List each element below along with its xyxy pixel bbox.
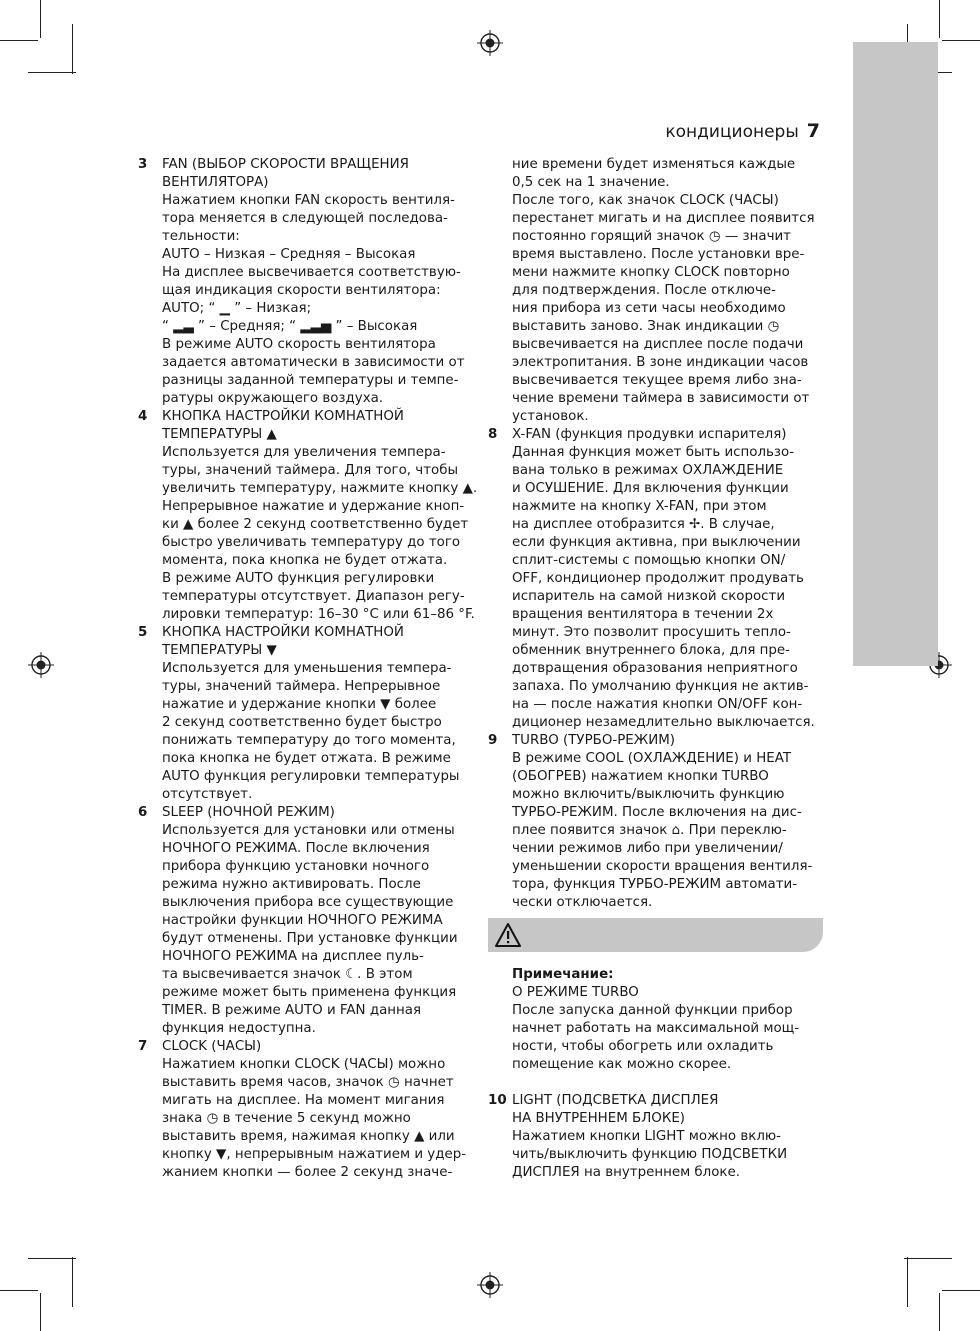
- text-line: НА ВНУТРЕННЕМ БЛОКЕ): [512, 1111, 686, 1126]
- text-line: на дисплее отобразится ✢. В случае,: [512, 517, 775, 532]
- continuation-block: [488, 156, 823, 426]
- crop-mark: [939, 1293, 940, 1331]
- item-number: 5: [138, 625, 148, 640]
- text-line: Непрерывное нажатие и удержание кноп-: [162, 499, 465, 514]
- text-line: выставить заново. Знак индикации ◷: [512, 319, 780, 334]
- text-line: тельности:: [162, 229, 240, 244]
- text-line: В режиме AUTO функция регулировки: [162, 571, 435, 586]
- text-line: нажмите на кнопку X-FAN, при этом: [512, 499, 767, 514]
- crop-mark: [40, 0, 41, 38]
- text-line: (ОБОГРЕВ) нажатием кнопки TURBO: [512, 769, 769, 784]
- text-line: НОЧНОГО РЕЖИМА на дисплее пуль-: [162, 949, 424, 964]
- text-line: Используется для установки или отмены: [162, 823, 455, 838]
- text-line: LIGHT (ПОДСВЕТКА ДИСПЛЕЯ: [512, 1093, 719, 1108]
- item-number: 9: [488, 733, 498, 748]
- text-line: AUTO; “ ▁ ” – Низкая;: [162, 301, 312, 316]
- text-line: мигать на дисплее. На момент мигания: [162, 1093, 445, 1108]
- text-line: ТЕМПЕРАТУРЫ ▲: [162, 427, 277, 442]
- text-line: ДИСПЛЕЯ на внутреннем блоке.: [512, 1165, 741, 1180]
- text-line: минут. Это позволит просушить тепло-: [512, 625, 791, 640]
- text-line: понижать температуру до того момента,: [162, 733, 456, 748]
- item-number: 6: [138, 805, 148, 820]
- text-line: щая индикация скорости вентилятора:: [162, 283, 441, 298]
- item-number: 8: [488, 427, 498, 442]
- text-line: чении режимов либо при увеличении/: [512, 841, 783, 856]
- right-column: [488, 156, 823, 1182]
- text-line: вращения вентилятора в течении 2х: [512, 607, 774, 622]
- text-line: Нажатием кнопки CLOCK (ЧАСЫ) можно: [162, 1057, 446, 1072]
- text-line: После того, как значок CLOCK (ЧАСЫ): [512, 193, 779, 208]
- text-line: функция недоступна.: [162, 1021, 316, 1036]
- warning-triangle-icon: [494, 922, 522, 948]
- text-line: мени нажмите кнопку CLOCK повторно: [512, 265, 790, 280]
- item-number: 4: [138, 409, 148, 424]
- list-item: [488, 732, 823, 912]
- text-line: на — после нажатия кнопки ON/OFF кон-: [512, 697, 803, 712]
- crop-mark: [0, 40, 38, 41]
- item-number: 10: [488, 1093, 507, 1108]
- text-line: настройки функции НОЧНОГО РЕЖИМА: [162, 913, 443, 928]
- text-line: увеличить температуру, нажмите кнопку ▲.: [162, 481, 478, 496]
- text-line: Нажатием кнопки FAN скорость вентиля-: [162, 193, 455, 208]
- item-number: 3: [138, 157, 148, 172]
- text-line: КНОПКА НАСТРОЙКИ КОМНАТНОЙ: [162, 625, 404, 640]
- text-line: и ОСУШЕНИЕ. Для включения функции: [512, 481, 789, 496]
- registration-mark-icon: [477, 1272, 503, 1298]
- crop-mark: [907, 1257, 908, 1307]
- text-line: Нажатием кнопки LIGHT можно вклю-: [512, 1129, 781, 1144]
- text-line: отсутствует.: [162, 787, 253, 802]
- text-line: время выставлено. После установки вре-: [512, 247, 805, 262]
- text-line: TIMER. В режиме AUTO и FAN данная: [162, 1003, 422, 1018]
- text-line: постоянно горящий значок ◷ — значит: [512, 229, 791, 244]
- side-tab: [853, 42, 938, 666]
- text-line: задается автоматически в зависимости от: [162, 355, 465, 370]
- text-line: запаха. По умолчанию функция не актив-: [512, 679, 809, 694]
- text-line: Данная функция может быть использо-: [512, 445, 795, 460]
- text-line: обменник внутреннего блока, для пре-: [512, 643, 790, 658]
- text-line: ВЕНТИЛЯТОРА): [162, 175, 269, 190]
- text-line: момента, пока кнопка не будет отжата.: [162, 553, 448, 568]
- text-line: диционер незамедлительно выключается.: [512, 715, 815, 730]
- text-line: ратуры окружающего воздуха.: [162, 391, 384, 406]
- text-line: нажатие и удержание кнопки ▼ более: [162, 697, 437, 712]
- text-line: начнет работать на максимальной мощ-: [512, 1021, 800, 1036]
- text-line: перестанет мигать и на дисплее появится: [512, 211, 815, 226]
- text-line: В режиме COOL (ОХЛАЖДЕНИЕ) и HEAT: [512, 751, 792, 766]
- text-line: туры, значений таймера. Для того, чтобы: [162, 463, 459, 478]
- text-line: установок.: [512, 409, 589, 424]
- text-line: знака ◷ в течение 5 секунд можно: [162, 1111, 411, 1126]
- text-line: уменьшении скорости вращения вентиля-: [512, 859, 813, 874]
- text-line: чески отключается.: [512, 895, 653, 910]
- text-line: жанием кнопки — более 2 секунд значе-: [162, 1165, 453, 1180]
- text-line: если функция активна, при выключении: [512, 535, 801, 550]
- text-line: ния прибора из сети часы необходимо: [512, 301, 786, 316]
- text-line: быстро увеличивать температуру до того: [162, 535, 461, 550]
- text-line: высвечивается текущее время либо зна-: [512, 373, 802, 388]
- text-line: TURBO (ТУРБО-РЕЖИМ): [512, 733, 675, 748]
- crop-mark: [942, 40, 980, 41]
- text-line: электропитания. В зоне индикации часов: [512, 355, 809, 370]
- text-line: будут отменены. При установке функции: [162, 931, 458, 946]
- text-line: температуры отсутствует. Диапазон регу-: [162, 589, 465, 604]
- text-line: режима нужно активировать. После: [162, 877, 421, 892]
- crop-mark: [28, 1258, 76, 1259]
- text-line: вана только в режимах ОХЛАЖДЕНИЕ: [512, 463, 784, 478]
- list-item: [138, 408, 476, 624]
- text-line: ТЕМПЕРАТУРЫ ▼: [162, 643, 277, 658]
- registration-mark-icon: [477, 30, 503, 56]
- text-line: испаритель на самой низкой скорости: [512, 589, 786, 604]
- crop-mark: [904, 1258, 952, 1259]
- text-line: О РЕЖИМЕ TURBO: [512, 985, 639, 1000]
- text-line: “ ▂▃ ” – Средняя; “ ▂▃▅ ” – Высокая: [162, 319, 418, 334]
- text-line: высвечивается на дисплее после подачи: [512, 337, 804, 352]
- spacer: [488, 1074, 823, 1092]
- text-line: выставить время, нажимая кнопку ▲ или: [162, 1129, 455, 1144]
- text-line: CLOCK (ЧАСЫ): [162, 1039, 262, 1054]
- list-item: [488, 426, 823, 732]
- text-line: КНОПКА НАСТРОЙКИ КОМНАТНОЙ: [162, 409, 404, 424]
- text-line: режиме может быть применена функция: [162, 985, 457, 1000]
- crop-mark: [72, 1257, 73, 1307]
- crop-mark: [28, 72, 76, 73]
- text-line: SLEEP (НОЧНОЙ РЕЖИМ): [162, 805, 335, 820]
- text-line: AUTO функция регулировки температуры: [162, 769, 460, 784]
- text-line: ки ▲ более 2 секунд соответственно будет: [162, 517, 469, 532]
- text-line: Используется для уменьшения темпера-: [162, 661, 452, 676]
- text-line: выключения прибора все существующие: [162, 895, 454, 910]
- text-line: пока кнопка не будет отжата. В режиме: [162, 751, 451, 766]
- text-line: можно включить/выключить функцию: [512, 787, 785, 802]
- text-line: X-FAN (функция продувки испарителя): [512, 427, 787, 442]
- crop-mark: [72, 24, 73, 74]
- text-line: лировки температур: 16–30 °C или 61–86 °F.: [162, 607, 475, 622]
- text-line: сплит-системы с помощью кнопки ON/: [512, 553, 786, 568]
- text-line: для подтверждения. После отключе-: [512, 283, 776, 298]
- text-line: плее появится значок ⌂. При переклю-: [512, 823, 787, 838]
- text-line: AUTO – Низкая – Средняя – Высокая: [162, 247, 416, 262]
- list-item: [138, 624, 476, 804]
- text-line: Используется для увеличения темпера-: [162, 445, 446, 460]
- note-title: Примечание:: [512, 967, 614, 982]
- text-line: туры, значений таймера. Непрерывное: [162, 679, 441, 694]
- text-line: та высвечивается значок ☾. В этом: [162, 967, 413, 982]
- text-line: FAN (ВЫБОР СКОРОСТИ ВРАЩЕНИЯ: [162, 157, 409, 172]
- left-column: [138, 156, 476, 1182]
- page-number: 7: [806, 120, 820, 142]
- text-line: тора, функция ТУРБО-РЕЖИМ автомати-: [512, 877, 798, 892]
- text-line: На дисплее высвечивается соответствую-: [162, 265, 461, 280]
- text-line: помещение как можно скорее.: [512, 1057, 732, 1072]
- crop-mark: [40, 1293, 41, 1331]
- text-line: кнопку ▼, непрерывным нажатием и удер-: [162, 1147, 467, 1162]
- list-item: [138, 1038, 476, 1182]
- text-line: тора меняется в следующей последова-: [162, 211, 448, 226]
- warning-bar: [488, 918, 823, 952]
- header-title: кондиционеры: [665, 122, 799, 142]
- crop-mark: [0, 1290, 38, 1291]
- page-header: [665, 120, 820, 142]
- text-line: дотвращения образования неприятного: [512, 661, 798, 676]
- registration-mark-icon: [28, 652, 54, 678]
- text-line: прибора функцию установки ночного: [162, 859, 430, 874]
- text-line: В режиме AUTO скорость вентилятора: [162, 337, 436, 352]
- text-line: OFF, кондиционер продолжит продувать: [512, 571, 804, 586]
- crop-mark: [939, 0, 940, 38]
- text-line: ние времени будет изменяться каждые: [512, 157, 796, 172]
- note-block: [488, 966, 823, 1074]
- text-line: После запуска данной функции прибор: [512, 1003, 793, 1018]
- text-line: разницы заданной температуры и темпе-: [162, 373, 459, 388]
- text-line: чить/выключить функцию ПОДСВЕТКИ: [512, 1147, 788, 1162]
- text-line: ТУРБО-РЕЖИМ. После включения на дис-: [512, 805, 802, 820]
- text-line: чение времени таймера в зависимости от: [512, 391, 810, 406]
- list-item: [138, 156, 476, 408]
- text-line: 2 секунд соответственно будет быстро: [162, 715, 442, 730]
- crop-mark: [942, 1290, 980, 1291]
- list-item: [138, 804, 476, 1038]
- list-item: [488, 1092, 823, 1182]
- text-line: 0,5 сек на 1 значение.: [512, 175, 670, 190]
- item-number: 7: [138, 1039, 148, 1054]
- text-line: НОЧНОГО РЕЖИМА. После включения: [162, 841, 430, 856]
- text-line: выставить время часов, значок ◷ начнет: [162, 1075, 454, 1090]
- text-line: ности, чтобы обогреть или охладить: [512, 1039, 774, 1054]
